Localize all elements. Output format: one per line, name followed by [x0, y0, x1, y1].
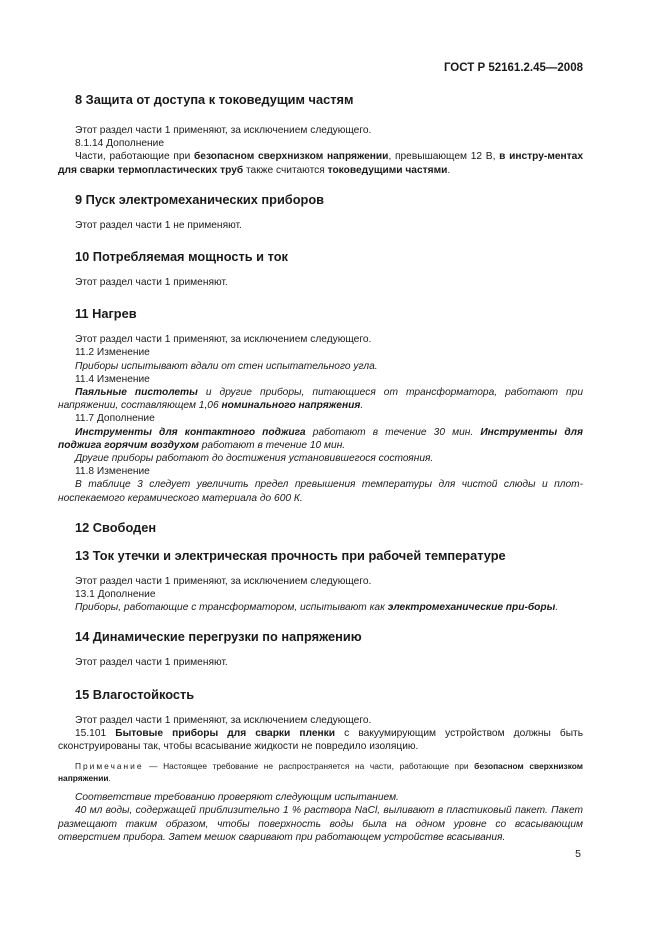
s15-p2-term: Бытовые приборы для сварки пленки: [115, 727, 336, 739]
s13-p1: Этот раздел части 1 применяют, за исключением следующего.: [75, 575, 372, 587]
s8-p3-text: Части, работающие при: [75, 151, 194, 163]
s11-p5-term-2: номинального напряжения: [221, 400, 361, 412]
s8-p3-term-3: токоведущими частями: [327, 164, 448, 176]
s13-p2: 13.1 Дополнение: [75, 589, 156, 601]
s8-p3: [58, 150, 583, 176]
s8-p3-text-3: также считаются: [243, 164, 328, 176]
s13-p3-text: Приборы, работающие с трансформатором, испытывают как: [75, 602, 388, 614]
s8-p3-term-2: в инстру-ментах для сварки термопластических труб: [58, 151, 584, 176]
document-header: ГОСТ Р 52161.2.45—2008: [443, 62, 583, 74]
s15-p2: [58, 727, 583, 753]
section-9-title: 9 Пуск электромеханических приборов: [75, 191, 325, 207]
s13-p3-term: электромеханические при-боры: [387, 602, 556, 614]
s11-p7-text: работают в течение 30 мин.: [305, 426, 481, 438]
section-13-title: 13 Ток утечки и электрическая прочность при рабочей температуре: [75, 547, 506, 563]
s8-p1: Этот раздел части 1 применяют, за исключением следующего.: [75, 125, 372, 136]
section-10-title: 10 Потребляемая мощность и ток: [75, 249, 288, 265]
section-8-title: 8 Защита от доступа к токоведущим частям: [75, 92, 354, 107]
s14-p1: Этот раздел части 1 применяют.: [75, 657, 228, 669]
s11-p7-end: работают в течение 10 мин.: [198, 439, 346, 451]
s15-note: [58, 761, 583, 784]
s11-p2: 11.2 Изменение: [75, 347, 150, 359]
section-15-title: 15 Влагостойкость: [75, 686, 195, 702]
page-content: [58, 92, 583, 844]
section-12-title: 12 Свободен: [75, 519, 157, 535]
s11-p9: 11.8 Изменение: [75, 466, 150, 478]
section-14-title: 14 Динамические перегрузки по напряжению: [75, 629, 362, 645]
s11-p5-text: и другие приборы, питающиеся от трансформатора, работают при напряжении, составляющем 1,06: [58, 387, 583, 412]
s11-p5-term-1: Паяльные пистолеты: [75, 387, 198, 399]
s11-p5-end: .: [360, 400, 364, 412]
s13-p3-end: .: [555, 602, 559, 614]
s11-p7: [58, 426, 583, 452]
page-number: 5: [575, 848, 581, 860]
s13-p3: [58, 601, 583, 614]
section-11-title: 11 Нагрев: [75, 306, 137, 322]
s15-p1: Этот раздел части 1 применяют, за исключением следующего.: [75, 714, 372, 726]
s15-p2-num: 15.101: [75, 727, 116, 739]
s11-p4: 11.4 Изменение: [75, 373, 150, 385]
s11-p7-term-1: Инструменты для контактного поджига: [75, 426, 306, 438]
s8-p2: 8.1.14 Дополнение: [75, 138, 165, 150]
s9-p1: Этот раздел части 1 не применяют.: [75, 219, 242, 231]
s11-p10: В таблице 3 следует увеличить предел превышения температуры для чистой слюды и плот-носпекаемого керамического материала до 600 К.: [58, 479, 583, 504]
s10-p1: Этот раздел части 1 применяют.: [75, 277, 228, 289]
s15-p2-text: с вакуумирующим устройством должны быть сконструированы так, чтобы всасывание жидкости не повредило изоляцию.: [58, 727, 584, 753]
s8-p3-end: .: [447, 164, 451, 176]
s11-p8: Другие приборы работают до достижения установившегося состояния.: [75, 453, 434, 465]
s8-p3-text-2: , превышающем 12 В,: [388, 151, 500, 163]
s11-p7-term-2: Инструменты для поджига горячим воздухом: [58, 426, 583, 451]
s11-p1: Этот раздел части 1 применяют, за исключением следующего.: [75, 334, 372, 346]
s15-note-term: безопасном сверхнизком напряжении: [58, 761, 583, 783]
s15-p3: Соответствие требованию проверяют следующим испытанием.: [75, 792, 399, 804]
s15-note-text: — Настоящее требование не распространяется на части, работающие при: [143, 761, 475, 772]
s8-p3-term-1: безопасном сверхнизком напряжении: [194, 151, 389, 163]
s11-p6: 11.7 Дополнение: [75, 413, 155, 425]
s15-note-end: .: [108, 772, 111, 783]
s11-p5: [58, 386, 583, 412]
s15-p4: 40 мл воды, содержащей приблизительно 1 % раствора NaCl, выливают в пластиковый пакет. Пакет размещают таким образом, чтобы поверхность воды была на одном уровне со всасывающим отверстием прибора. Затем мешок сваривают при работающем устройстве всасывания.: [58, 805, 583, 843]
s11-p3: Приборы испытывают вдали от стен испытательного угла.: [75, 360, 378, 372]
s15-note-label: Примечание: [75, 761, 144, 772]
